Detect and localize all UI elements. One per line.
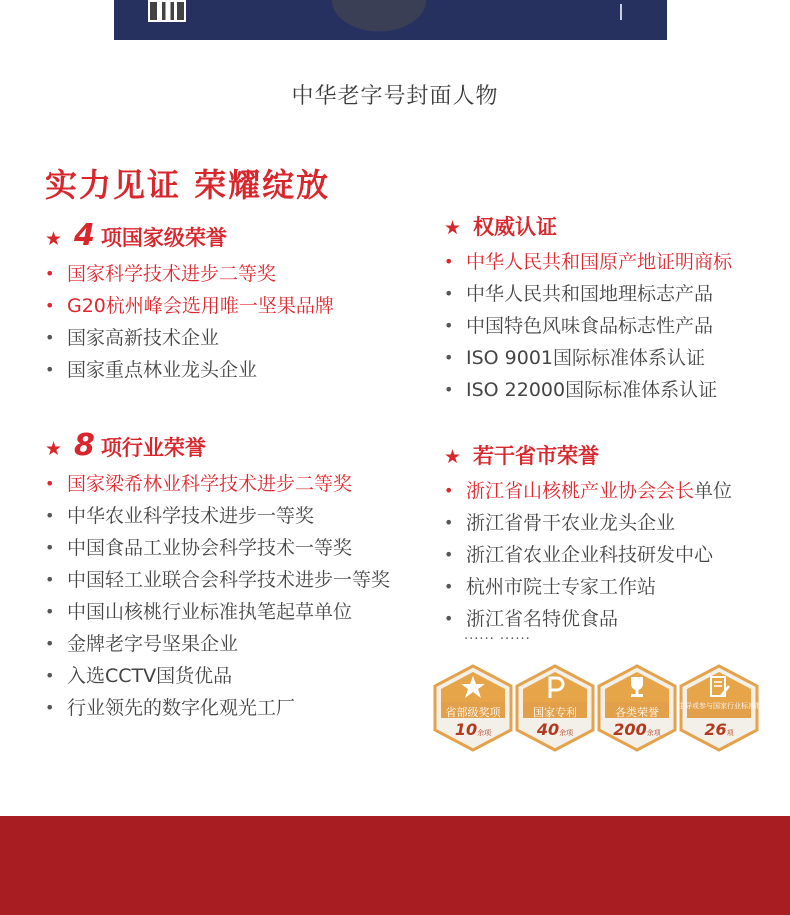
portrait-figure <box>319 0 439 40</box>
document-pen-icon <box>705 674 733 700</box>
star-laurel-icon <box>459 674 487 700</box>
list-item: • ISO 22000国际标准体系认证 <box>444 374 732 406</box>
list-item: • 中华人民共和国原产地证明商标 <box>444 246 732 278</box>
badge-honors <box>596 664 678 752</box>
bullet-icon: • <box>444 252 454 271</box>
national-honors-title: 项国家级荣誉 <box>100 226 227 250</box>
bullet-icon: • <box>444 348 454 367</box>
more-ellipsis: ...... ...... <box>464 628 531 643</box>
provincial-honors-heading <box>444 440 732 474</box>
list-item: • 浙江省名特优食品 <box>444 603 732 635</box>
bullet-icon: • <box>45 328 55 347</box>
qr-code-image <box>148 0 186 22</box>
industry-honors-list <box>45 468 390 724</box>
authority-cert-title: 权威认证 <box>473 215 558 239</box>
list-item: • 中华人民共和国地理标志产品 <box>444 278 732 310</box>
star-icon: ★ <box>45 228 63 250</box>
bullet-icon: • <box>444 380 454 399</box>
list-item: • 国家高新技术企业 <box>45 322 334 354</box>
star-icon: ★ <box>444 446 462 468</box>
hero-photo-strip <box>114 0 667 40</box>
badge-provincial-awards <box>432 664 514 752</box>
authority-cert-list <box>444 246 732 406</box>
trophy-icon <box>623 674 651 700</box>
badge-standards <box>678 664 782 752</box>
provincial-honors-list <box>444 475 732 635</box>
main-title: 实力见证 荣耀绽放 <box>45 166 331 204</box>
bullet-icon: • <box>45 538 55 557</box>
list-item: • 中国特色风味食品标志性产品 <box>444 310 732 342</box>
list-item: • ISO 9001国际标准体系认证 <box>444 342 732 374</box>
national-honors-list <box>45 258 334 386</box>
bullet-icon: • <box>45 506 55 525</box>
badge-number: 26项 <box>704 720 734 739</box>
list-item: • 金牌老字号坚果企业 <box>45 628 390 660</box>
list-item: • 中国轻工业联合会科学技术进步一等奖 <box>45 564 390 596</box>
list-item: • 浙江省农业企业科技研发中心 <box>444 539 732 571</box>
bullet-icon: • <box>45 360 55 379</box>
bullet-icon: • <box>444 316 454 335</box>
industry-honors-title: 项行业荣誉 <box>100 436 206 460</box>
badge-patents <box>514 664 596 752</box>
bullet-icon: • <box>45 474 55 493</box>
badge-number: 40余项 <box>536 720 574 739</box>
list-item: • 国家科学技术进步二等奖 <box>45 258 334 290</box>
authority-cert-section <box>444 211 732 406</box>
bullet-icon: • <box>45 698 55 717</box>
badge-number: 200余项 <box>613 720 661 739</box>
national-honors-section <box>45 218 334 386</box>
photo-caption: 中华老字号封面人物 <box>291 84 499 109</box>
badge-label: 各类荣誉 <box>615 706 659 719</box>
photo-mark <box>620 4 622 20</box>
industry-honors-heading <box>45 428 390 462</box>
list-item: • 行业领先的数字化观光工厂 <box>45 692 390 724</box>
list-item: • 中国食品工业协会科学技术一等奖 <box>45 532 390 564</box>
national-honors-count: 4 <box>74 218 95 253</box>
bullet-icon: • <box>45 570 55 589</box>
list-item: • 杭州市院士专家工作站 <box>444 571 732 603</box>
achievement-badges <box>432 664 782 754</box>
badge-number: 10余项 <box>454 720 492 739</box>
list-item: • G20杭州峰会选用唯一坚果品牌 <box>45 290 334 322</box>
badge-label: 省部级奖项 <box>445 706 501 719</box>
provincial-honors-title: 若干省市荣誉 <box>473 444 600 468</box>
industry-honors-count: 8 <box>74 428 95 463</box>
list-item: • 入选CCTV国货优品 <box>45 660 390 692</box>
list-item: • 浙江省骨干农业龙头企业 <box>444 507 732 539</box>
list-item: • 国家重点林业龙头企业 <box>45 354 334 386</box>
bullet-icon: • <box>444 577 454 596</box>
patent-p-icon <box>541 674 569 700</box>
bullet-icon: • <box>45 264 55 283</box>
bullet-icon: • <box>444 513 454 532</box>
star-icon: ★ <box>45 438 63 460</box>
badge-label: 主导或参与国家行业标准制(修)订 <box>678 702 782 710</box>
provincial-honors-section <box>444 440 732 635</box>
bullet-icon: • <box>444 609 454 628</box>
industry-honors-section <box>45 428 390 724</box>
list-item: • 国家梁希林业科学技术进步二等奖 <box>45 468 390 500</box>
list-item: • 中国山核桃行业标准执笔起草单位 <box>45 596 390 628</box>
authority-cert-heading <box>444 211 732 245</box>
bullet-icon: • <box>444 481 454 500</box>
list-item: • 浙江省山核桃产业协会会长单位 <box>444 475 732 507</box>
bullet-icon: • <box>444 545 454 564</box>
national-honors-heading <box>45 218 334 252</box>
bullet-icon: • <box>45 634 55 653</box>
bullet-icon: • <box>444 284 454 303</box>
star-icon: ★ <box>444 217 462 239</box>
bullet-icon: • <box>45 666 55 685</box>
list-item: • 中华农业科学技术进步一等奖 <box>45 500 390 532</box>
bullet-icon: • <box>45 602 55 621</box>
bullet-icon: • <box>45 296 55 315</box>
footer-red-band <box>0 816 790 915</box>
badge-label: 国家专利 <box>533 706 577 719</box>
